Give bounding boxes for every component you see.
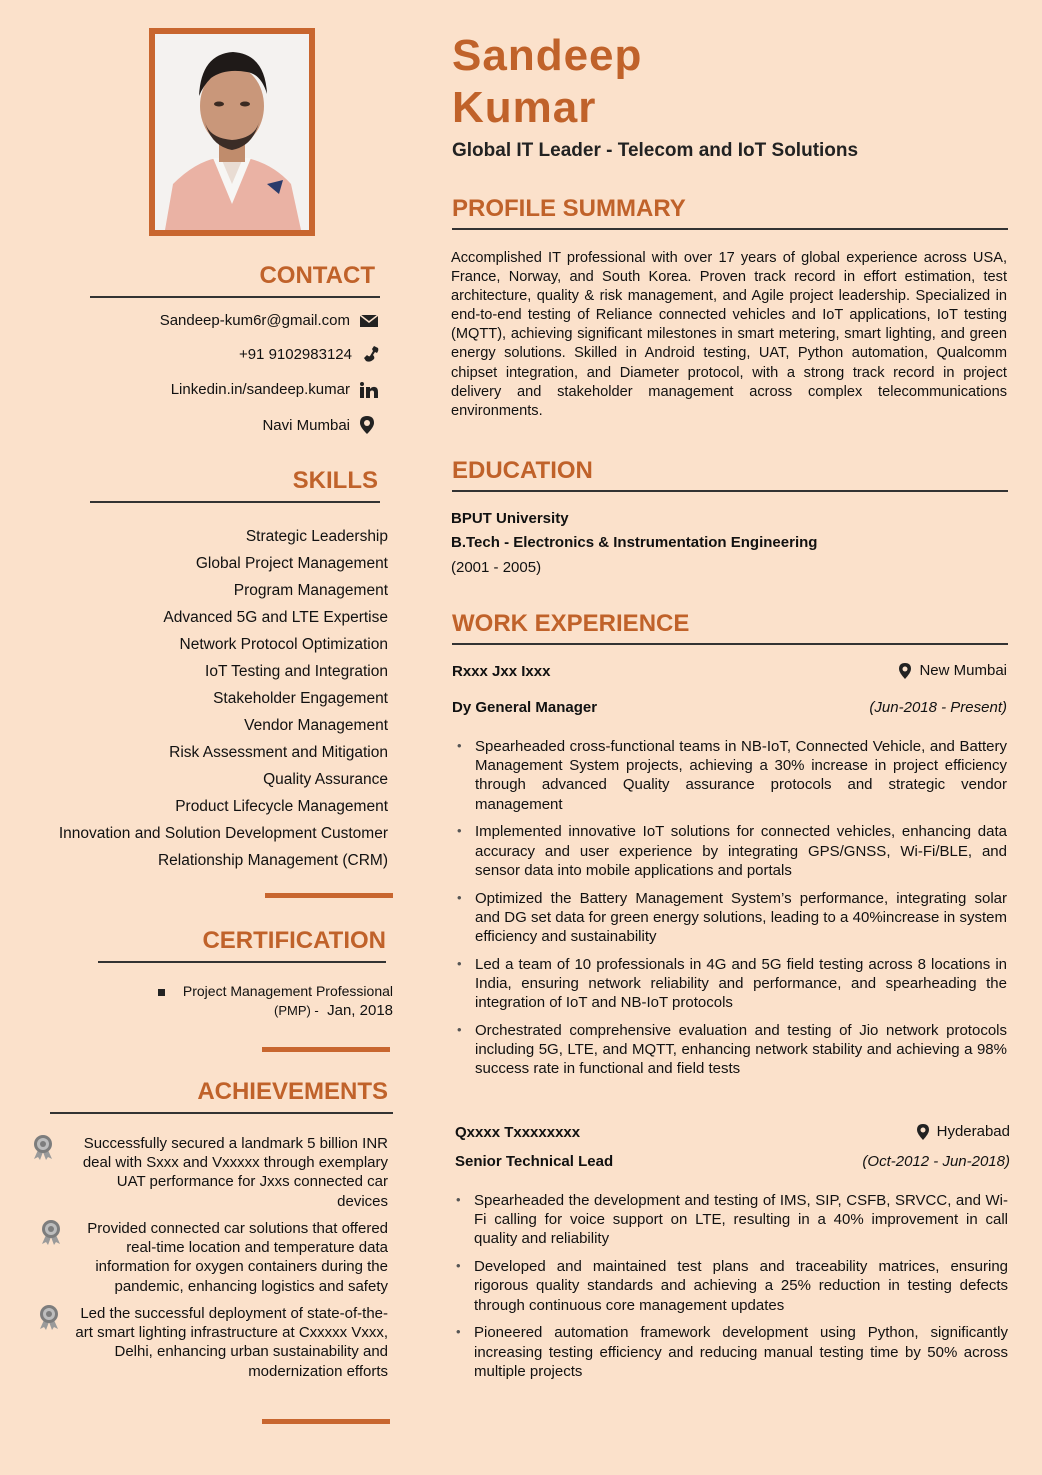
job-location-text: New Mumbai: [919, 662, 1007, 679]
award-medal-icon: [30, 1134, 56, 1160]
education-years: (2001 - 2005): [451, 559, 542, 576]
achievements-heading: ACHIEVEMENTS: [197, 1078, 388, 1105]
list-item: • Led a team of 10 professionals in 4G and 5G field testing across 8 locations in India, ensuring network reliability and performance, and spearheading the integration of IoT and NB-IoT protocols: [475, 955, 1007, 1013]
list-item: • Orchestrated comprehensive evaluation and testing of Jio network protocols including 5G, LTE, and MQTT, enhancing network stability and achieving a 98% success rate in functional and field tests: [475, 1021, 1007, 1079]
skill-item: Advanced 5G and LTE Expertise: [163, 609, 388, 626]
achievement-text: Provided connected car solutions that offered real-time location and temperature data information for oxygen containers during the pandemic, enhancing logistics and safety: [87, 1220, 388, 1295]
job-bullets: [474, 1191, 1008, 1390]
profile-summary-text: Accomplished IT professional with over 17 years of global experience across USA, France, Norway, and South Korea. Proven track record in effort estimation, test architecture, quality & risk management, and Agile project leadership. Specialized in end-to-end testing of Reliance connected vehicles and IoT applications, IoT testing (MQTT), achieving significant milestones in smart metering, smart lighting, and green energy solutions. Skilled in Android testing, UAT, Python automation, Qualcomm chipset integration, and Diameter protocol, with a strong track record in project delivery and stakeholder management across complex telecommunications environments.: [451, 250, 1007, 419]
contact-email[interactable]: [160, 312, 378, 329]
work-experience-heading: WORK EXPERIENCE: [452, 610, 690, 637]
certification-entry: [158, 982, 393, 1020]
candidate-name: [452, 30, 642, 134]
job-dates: (Jun-2018 - Present): [869, 699, 1007, 716]
achievement-item: [78, 1134, 388, 1211]
last-name: Kumar: [452, 83, 597, 132]
divider: [98, 961, 386, 963]
avatar: [155, 34, 309, 230]
skill-item: Global Project Management: [195, 555, 388, 572]
location-text: Navi Mumbai: [262, 416, 350, 434]
skill-item: Strategic Leadership: [245, 528, 388, 545]
education-degree: B.Tech - Electronics & Instrumentation Engineering: [451, 534, 818, 551]
certification-date: Jan, 2018: [327, 1002, 393, 1019]
divider: [452, 228, 1008, 230]
profile-photo: [149, 28, 315, 236]
skill-item: Network Protocol Optimization: [179, 636, 388, 653]
list-item: • Spearheaded cross-functional teams in NB-IoT, Connected Vehicle, and Battery Management System projects, achieving a 30% increase in project efficiency through advanced Quality assurance protocols and strategic vendor management: [475, 737, 1007, 814]
contact-linkedin[interactable]: [171, 381, 378, 398]
job-location: [899, 662, 1007, 679]
phone-icon: [362, 345, 380, 363]
achievement-text: Led the successful deployment of state-of-the-art smart lighting infrastructure at Cxxxxx Vxxx, Delhi, enhancing urban sustainability and modernization efforts: [75, 1305, 388, 1380]
skills-list: [59, 523, 388, 874]
skill-item: Innovation and Solution Development Customer: [58, 825, 388, 842]
contact-phone[interactable]: [239, 345, 380, 363]
job-location: [917, 1123, 1010, 1140]
skill-item: Product Lifecycle Management: [175, 798, 388, 815]
divider: [50, 1112, 393, 1114]
map-pin-icon: [917, 1124, 929, 1140]
contact-heading: CONTACT: [259, 262, 375, 289]
education-school: BPUT University: [451, 510, 569, 527]
divider: [452, 643, 1008, 645]
skill-item: Quality Assurance: [263, 771, 388, 788]
job-bullets: [475, 737, 1007, 1087]
job-role: Senior Technical Lead: [455, 1153, 614, 1170]
list-item: • Optimized the Battery Management System’s performance, integrating solar and DG set data for green energy solutions, leading to a 40%increase in system efficiency and sustainability: [475, 889, 1007, 947]
list-item: • Developed and maintained test plans and traceability matrices, ensuring rigorous quality standards and achieving a 25% reduction in testing defects through continuous core management updates: [474, 1257, 1008, 1315]
square-bullet-icon: [158, 989, 165, 996]
job-role: Dy General Manager: [452, 699, 598, 716]
job-title: Global IT Leader - Telecom and IoT Solutions: [452, 140, 859, 161]
accent-divider: [262, 1419, 390, 1424]
list-item: • Pioneered automation framework development using Python, significantly increasing testing efficiency and reducing manual testing time by 50% across multiple projects: [474, 1323, 1008, 1381]
education-heading: EDUCATION: [452, 457, 593, 484]
award-medal-icon: [36, 1304, 62, 1330]
job-location-text: Hyderabad: [936, 1123, 1010, 1140]
accent-divider: [262, 1047, 390, 1052]
envelope-icon: [360, 314, 378, 328]
divider: [90, 296, 380, 298]
linkedin-icon: [360, 382, 378, 398]
phone-text[interactable]: +91 9102983124: [238, 345, 352, 363]
skill-item: IoT Testing and Integration: [205, 663, 388, 680]
contact-location: [262, 416, 374, 434]
accent-divider: [265, 893, 393, 898]
email-text[interactable]: Sandeep-kum6r@gmail.com: [159, 312, 350, 329]
divider: [452, 490, 1008, 492]
achievement-text: Successfully secured a landmark 5 billion INR deal with Sxxx and Vxxxxx through exemplary UAT performance for Jxxs connected car devices: [82, 1135, 388, 1210]
skill-item: Risk Assessment and Mitigation: [169, 744, 388, 761]
divider: [90, 501, 380, 503]
achievement-item: [70, 1219, 388, 1296]
certification-heading: CERTIFICATION: [202, 927, 386, 954]
certification-name: Project Management Professional: [182, 983, 393, 999]
first-name: Sandeep: [452, 31, 643, 80]
skills-heading: SKILLS: [292, 467, 378, 494]
skill-item: Vendor Management: [244, 717, 388, 734]
job-dates: (Oct-2012 - Jun-2018): [862, 1153, 1010, 1170]
achievement-item: [72, 1304, 388, 1381]
award-medal-icon: [38, 1219, 64, 1245]
skill-item: Stakeholder Engagement: [213, 690, 388, 707]
job-company: Rxxx Jxx Ixxx: [452, 663, 551, 680]
certification-abbr: (PMP) -: [273, 1003, 319, 1018]
map-pin-icon: [360, 416, 374, 434]
job-company: Qxxxx Txxxxxxxx: [455, 1124, 581, 1141]
list-item: • Implemented innovative IoT solutions for connected vehicles, enhancing data accuracy and user experience by integrating GPS/GNSS, Wi-Fi/BLE, and sensor data into mobile applications and portals: [475, 822, 1007, 880]
map-pin-icon: [899, 663, 911, 679]
linkedin-text[interactable]: Linkedin.in/sandeep.kumar: [170, 381, 350, 398]
skill-item: Program Management: [233, 582, 388, 599]
list-item: • Spearheaded the development and testing of IMS, SIP, CSFB, SRVCC, and Wi-Fi calling for voice support on LTE, resulting in a 40% improvement in call quality and reliability: [474, 1191, 1008, 1249]
skill-item: Relationship Management (CRM): [157, 852, 388, 869]
profile-summary-heading: PROFILE SUMMARY: [452, 195, 686, 222]
